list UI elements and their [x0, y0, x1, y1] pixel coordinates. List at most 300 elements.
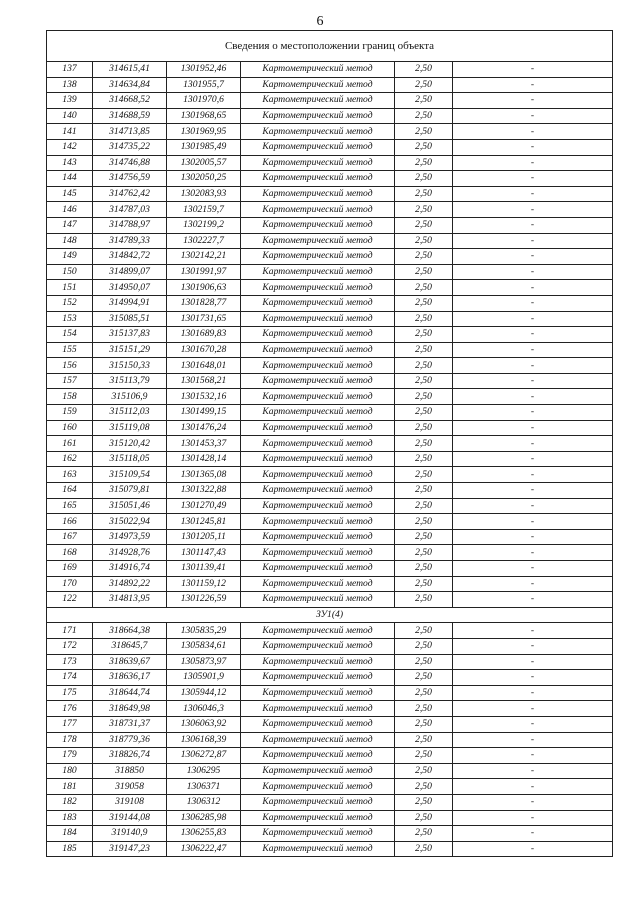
method-cell: Картометрический метод	[241, 841, 395, 857]
x-coordinate-cell: 314668,52	[93, 93, 167, 109]
description-cell: -	[453, 171, 613, 187]
table-row	[47, 373, 613, 389]
table-row	[47, 249, 613, 265]
x-coordinate-cell: 314842,72	[93, 249, 167, 265]
description-cell: -	[453, 358, 613, 374]
accuracy-cell: 2,50	[395, 155, 453, 171]
method-cell: Картометрический метод	[241, 685, 395, 701]
table-row	[47, 826, 613, 842]
method-cell: Картометрический метод	[241, 623, 395, 639]
y-coordinate-cell: 1301828,77	[167, 295, 241, 311]
x-coordinate-cell: 314813,95	[93, 592, 167, 608]
x-coordinate-cell: 318779,36	[93, 732, 167, 748]
x-coordinate-cell: 315022,94	[93, 514, 167, 530]
method-cell: Картометрический метод	[241, 280, 395, 296]
table-row	[47, 467, 613, 483]
table-row	[47, 186, 613, 202]
table-row	[47, 514, 613, 530]
x-coordinate-cell: 319140,9	[93, 826, 167, 842]
y-coordinate-cell: 1301453,37	[167, 436, 241, 452]
point-number-cell: 159	[47, 405, 93, 421]
y-coordinate-cell: 1301670,28	[167, 342, 241, 358]
accuracy-cell: 2,50	[395, 763, 453, 779]
description-cell: -	[453, 623, 613, 639]
table-title-row	[47, 31, 613, 62]
table-row	[47, 155, 613, 171]
table-row	[47, 139, 613, 155]
method-cell: Картометрический метод	[241, 592, 395, 608]
table-row	[47, 779, 613, 795]
method-cell: Картометрический метод	[241, 124, 395, 140]
description-cell: -	[453, 436, 613, 452]
x-coordinate-cell: 315079,81	[93, 483, 167, 499]
accuracy-cell: 2,50	[395, 670, 453, 686]
method-cell: Картометрический метод	[241, 561, 395, 577]
point-number-cell: 175	[47, 685, 93, 701]
method-cell: Картометрический метод	[241, 810, 395, 826]
accuracy-cell: 2,50	[395, 436, 453, 452]
method-cell: Картометрический метод	[241, 108, 395, 124]
description-cell: -	[453, 701, 613, 717]
table-row	[47, 732, 613, 748]
point-number-cell: 184	[47, 826, 93, 842]
description-cell: -	[453, 405, 613, 421]
y-coordinate-cell: 1306255,83	[167, 826, 241, 842]
method-cell: Картометрический метод	[241, 638, 395, 654]
accuracy-cell: 2,50	[395, 514, 453, 530]
point-number-cell: 147	[47, 217, 93, 233]
x-coordinate-cell: 318731,37	[93, 716, 167, 732]
method-cell: Картометрический метод	[241, 748, 395, 764]
point-number-cell: 178	[47, 732, 93, 748]
y-coordinate-cell: 1301499,15	[167, 405, 241, 421]
point-number-cell: 158	[47, 389, 93, 405]
point-number-cell: 151	[47, 280, 93, 296]
table-row	[47, 592, 613, 608]
description-cell: -	[453, 311, 613, 327]
y-coordinate-cell: 1301689,83	[167, 327, 241, 343]
method-cell: Картометрический метод	[241, 171, 395, 187]
method-cell: Картометрический метод	[241, 217, 395, 233]
description-cell: -	[453, 249, 613, 265]
y-coordinate-cell: 1301568,21	[167, 373, 241, 389]
description-cell: -	[453, 716, 613, 732]
x-coordinate-cell: 315150,33	[93, 358, 167, 374]
description-cell: -	[453, 810, 613, 826]
accuracy-cell: 2,50	[395, 311, 453, 327]
accuracy-cell: 2,50	[395, 389, 453, 405]
x-coordinate-cell: 318664,38	[93, 623, 167, 639]
x-coordinate-cell: 319108	[93, 794, 167, 810]
method-cell: Картометрический метод	[241, 93, 395, 109]
y-coordinate-cell: 1301532,16	[167, 389, 241, 405]
description-cell: -	[453, 373, 613, 389]
method-cell: Картометрический метод	[241, 654, 395, 670]
description-cell: -	[453, 576, 613, 592]
y-coordinate-cell: 1301969,95	[167, 124, 241, 140]
accuracy-cell: 2,50	[395, 93, 453, 109]
y-coordinate-cell: 1301205,11	[167, 529, 241, 545]
method-cell: Картометрический метод	[241, 545, 395, 561]
table-row	[47, 108, 613, 124]
accuracy-cell: 2,50	[395, 342, 453, 358]
point-number-cell: 146	[47, 202, 93, 218]
page-number: 6	[316, 14, 324, 29]
accuracy-cell: 2,50	[395, 124, 453, 140]
accuracy-cell: 2,50	[395, 217, 453, 233]
description-cell: -	[453, 748, 613, 764]
y-coordinate-cell: 1302199,2	[167, 217, 241, 233]
table-row	[47, 701, 613, 717]
description-cell: -	[453, 561, 613, 577]
table-row	[47, 716, 613, 732]
method-cell: Картометрический метод	[241, 498, 395, 514]
table-row	[47, 498, 613, 514]
point-number-cell: 154	[47, 327, 93, 343]
point-number-cell: 167	[47, 529, 93, 545]
x-coordinate-cell: 315151,29	[93, 342, 167, 358]
description-cell: -	[453, 841, 613, 857]
description-cell: -	[453, 498, 613, 514]
table-row	[47, 93, 613, 109]
y-coordinate-cell: 1305944,12	[167, 685, 241, 701]
accuracy-cell: 2,50	[395, 638, 453, 654]
accuracy-cell: 2,50	[395, 779, 453, 795]
x-coordinate-cell: 319058	[93, 779, 167, 795]
method-cell: Картометрический метод	[241, 311, 395, 327]
x-coordinate-cell: 314950,07	[93, 280, 167, 296]
method-cell: Картометрический метод	[241, 794, 395, 810]
accuracy-cell: 2,50	[395, 529, 453, 545]
description-cell: -	[453, 529, 613, 545]
y-coordinate-cell: 1306046,3	[167, 701, 241, 717]
accuracy-cell: 2,50	[395, 358, 453, 374]
point-number-cell: 152	[47, 295, 93, 311]
table-row	[47, 420, 613, 436]
point-number-cell: 180	[47, 763, 93, 779]
description-cell: -	[453, 467, 613, 483]
x-coordinate-cell: 314788,97	[93, 217, 167, 233]
method-cell: Картометрический метод	[241, 483, 395, 499]
accuracy-cell: 2,50	[395, 139, 453, 155]
y-coordinate-cell: 1301365,08	[167, 467, 241, 483]
table-row	[47, 638, 613, 654]
y-coordinate-cell: 1301245,81	[167, 514, 241, 530]
point-number-cell: 182	[47, 794, 93, 810]
accuracy-cell: 2,50	[395, 685, 453, 701]
description-cell: -	[453, 155, 613, 171]
table-row	[47, 576, 613, 592]
method-cell: Картометрический метод	[241, 716, 395, 732]
point-number-cell: 143	[47, 155, 93, 171]
y-coordinate-cell: 1301226,59	[167, 592, 241, 608]
point-number-cell: 162	[47, 451, 93, 467]
y-coordinate-cell: 1301985,49	[167, 139, 241, 155]
table-row	[47, 529, 613, 545]
accuracy-cell: 2,50	[395, 295, 453, 311]
table-row	[47, 436, 613, 452]
point-number-cell: 161	[47, 436, 93, 452]
x-coordinate-cell: 314735,22	[93, 139, 167, 155]
accuracy-cell: 2,50	[395, 748, 453, 764]
accuracy-cell: 2,50	[395, 420, 453, 436]
table-row	[47, 171, 613, 187]
y-coordinate-cell: 1305873,97	[167, 654, 241, 670]
method-cell: Картометрический метод	[241, 763, 395, 779]
accuracy-cell: 2,50	[395, 654, 453, 670]
point-number-cell: 137	[47, 62, 93, 78]
table-row	[47, 483, 613, 499]
point-number-cell: 171	[47, 623, 93, 639]
point-number-cell: 163	[47, 467, 93, 483]
method-cell: Картометрический метод	[241, 77, 395, 93]
description-cell: -	[453, 295, 613, 311]
method-cell: Картометрический метод	[241, 701, 395, 717]
table-row	[47, 124, 613, 140]
y-coordinate-cell: 1306285,98	[167, 810, 241, 826]
method-cell: Картометрический метод	[241, 389, 395, 405]
y-coordinate-cell: 1301147,43	[167, 545, 241, 561]
method-cell: Картометрический метод	[241, 670, 395, 686]
method-cell: Картометрический метод	[241, 249, 395, 265]
table-row	[47, 654, 613, 670]
accuracy-cell: 2,50	[395, 732, 453, 748]
description-cell: -	[453, 794, 613, 810]
table-row	[47, 794, 613, 810]
y-coordinate-cell: 1305901,9	[167, 670, 241, 686]
point-number-cell: 181	[47, 779, 93, 795]
y-coordinate-cell: 1301159,12	[167, 576, 241, 592]
table-row	[47, 451, 613, 467]
description-cell: -	[453, 124, 613, 140]
method-cell: Картометрический метод	[241, 420, 395, 436]
x-coordinate-cell: 318645,7	[93, 638, 167, 654]
x-coordinate-cell: 314762,42	[93, 186, 167, 202]
accuracy-cell: 2,50	[395, 373, 453, 389]
accuracy-cell: 2,50	[395, 405, 453, 421]
table-row	[47, 295, 613, 311]
point-number-cell: 138	[47, 77, 93, 93]
description-cell: -	[453, 670, 613, 686]
method-cell: Картометрический метод	[241, 732, 395, 748]
y-coordinate-cell: 1301970,6	[167, 93, 241, 109]
accuracy-cell: 2,50	[395, 451, 453, 467]
y-coordinate-cell: 1306312	[167, 794, 241, 810]
point-number-cell: 174	[47, 670, 93, 686]
point-number-cell: 177	[47, 716, 93, 732]
method-cell: Картометрический метод	[241, 202, 395, 218]
point-number-cell: 140	[47, 108, 93, 124]
x-coordinate-cell: 315106,9	[93, 389, 167, 405]
accuracy-cell: 2,50	[395, 483, 453, 499]
x-coordinate-cell: 314892,22	[93, 576, 167, 592]
table-row	[47, 685, 613, 701]
x-coordinate-cell: 314713,85	[93, 124, 167, 140]
x-coordinate-cell: 314688,59	[93, 108, 167, 124]
x-coordinate-cell: 318636,17	[93, 670, 167, 686]
table-row	[47, 264, 613, 280]
table-row	[47, 748, 613, 764]
description-cell: -	[453, 108, 613, 124]
description-cell: -	[453, 654, 613, 670]
description-cell: -	[453, 389, 613, 405]
y-coordinate-cell: 1301476,24	[167, 420, 241, 436]
table-row	[47, 670, 613, 686]
y-coordinate-cell: 1302159,7	[167, 202, 241, 218]
x-coordinate-cell: 315118,05	[93, 451, 167, 467]
point-number-cell: 183	[47, 810, 93, 826]
description-cell: -	[453, 342, 613, 358]
description-cell: -	[453, 93, 613, 109]
accuracy-cell: 2,50	[395, 561, 453, 577]
point-number-cell: 168	[47, 545, 93, 561]
y-coordinate-cell: 1301322,88	[167, 483, 241, 499]
x-coordinate-cell: 315051,46	[93, 498, 167, 514]
x-coordinate-cell: 315085,51	[93, 311, 167, 327]
description-cell: -	[453, 451, 613, 467]
method-cell: Картометрический метод	[241, 529, 395, 545]
section-row	[47, 607, 613, 623]
y-coordinate-cell: 1301952,46	[167, 62, 241, 78]
method-cell: Картометрический метод	[241, 467, 395, 483]
y-coordinate-cell: 1306063,92	[167, 716, 241, 732]
accuracy-cell: 2,50	[395, 249, 453, 265]
y-coordinate-cell: 1306295	[167, 763, 241, 779]
table-title: Сведения о местоположении границ объекта	[47, 31, 613, 62]
point-number-cell: 122	[47, 592, 93, 608]
y-coordinate-cell: 1306222,47	[167, 841, 241, 857]
point-number-cell: 173	[47, 654, 93, 670]
table-row	[47, 841, 613, 857]
y-coordinate-cell: 1301428,14	[167, 451, 241, 467]
boundary-coordinates-table	[46, 30, 613, 857]
x-coordinate-cell: 315119,08	[93, 420, 167, 436]
section-label: ЗУ1(4)	[47, 607, 613, 623]
x-coordinate-cell: 315112,03	[93, 405, 167, 421]
method-cell: Картометрический метод	[241, 405, 395, 421]
point-number-cell: 145	[47, 186, 93, 202]
point-number-cell: 155	[47, 342, 93, 358]
table-row	[47, 233, 613, 249]
method-cell: Картометрический метод	[241, 155, 395, 171]
description-cell: -	[453, 763, 613, 779]
y-coordinate-cell: 1305834,61	[167, 638, 241, 654]
method-cell: Картометрический метод	[241, 373, 395, 389]
description-cell: -	[453, 202, 613, 218]
x-coordinate-cell: 315109,54	[93, 467, 167, 483]
accuracy-cell: 2,50	[395, 810, 453, 826]
point-number-cell: 176	[47, 701, 93, 717]
description-cell: -	[453, 545, 613, 561]
y-coordinate-cell: 1302050,25	[167, 171, 241, 187]
x-coordinate-cell: 319144,08	[93, 810, 167, 826]
table-row	[47, 810, 613, 826]
description-cell: -	[453, 826, 613, 842]
point-number-cell: 141	[47, 124, 93, 140]
x-coordinate-cell: 314756,59	[93, 171, 167, 187]
x-coordinate-cell: 314789,33	[93, 233, 167, 249]
y-coordinate-cell: 1302227,7	[167, 233, 241, 249]
y-coordinate-cell: 1306168,39	[167, 732, 241, 748]
accuracy-cell: 2,50	[395, 716, 453, 732]
x-coordinate-cell: 315113,79	[93, 373, 167, 389]
y-coordinate-cell: 1306272,87	[167, 748, 241, 764]
description-cell: -	[453, 62, 613, 78]
description-cell: -	[453, 638, 613, 654]
point-number-cell: 179	[47, 748, 93, 764]
method-cell: Картометрический метод	[241, 327, 395, 343]
accuracy-cell: 2,50	[395, 264, 453, 280]
point-number-cell: 172	[47, 638, 93, 654]
method-cell: Картометрический метод	[241, 295, 395, 311]
table-row	[47, 623, 613, 639]
method-cell: Картометрический метод	[241, 186, 395, 202]
description-cell: -	[453, 186, 613, 202]
table-row	[47, 389, 613, 405]
accuracy-cell: 2,50	[395, 327, 453, 343]
point-number-cell: 153	[47, 311, 93, 327]
method-cell: Картометрический метод	[241, 451, 395, 467]
table-row	[47, 327, 613, 343]
method-cell: Картометрический метод	[241, 233, 395, 249]
description-cell: -	[453, 327, 613, 343]
y-coordinate-cell: 1302005,57	[167, 155, 241, 171]
x-coordinate-cell: 314994,91	[93, 295, 167, 311]
y-coordinate-cell: 1305835,29	[167, 623, 241, 639]
accuracy-cell: 2,50	[395, 498, 453, 514]
accuracy-cell: 2,50	[395, 62, 453, 78]
x-coordinate-cell: 314899,07	[93, 264, 167, 280]
y-coordinate-cell: 1306371	[167, 779, 241, 795]
table-row	[47, 62, 613, 78]
method-cell: Картометрический метод	[241, 436, 395, 452]
point-number-cell: 166	[47, 514, 93, 530]
x-coordinate-cell: 314615,41	[93, 62, 167, 78]
table-row	[47, 77, 613, 93]
point-number-cell: 157	[47, 373, 93, 389]
x-coordinate-cell: 314916,74	[93, 561, 167, 577]
table-row	[47, 217, 613, 233]
accuracy-cell: 2,50	[395, 592, 453, 608]
method-cell: Картометрический метод	[241, 342, 395, 358]
description-cell: -	[453, 483, 613, 499]
description-cell: -	[453, 592, 613, 608]
method-cell: Картометрический метод	[241, 576, 395, 592]
accuracy-cell: 2,50	[395, 108, 453, 124]
accuracy-cell: 2,50	[395, 171, 453, 187]
accuracy-cell: 2,50	[395, 77, 453, 93]
description-cell: -	[453, 233, 613, 249]
y-coordinate-cell: 1301968,65	[167, 108, 241, 124]
table-row	[47, 311, 613, 327]
point-number-cell: 156	[47, 358, 93, 374]
description-cell: -	[453, 77, 613, 93]
description-cell: -	[453, 420, 613, 436]
y-coordinate-cell: 1301648,01	[167, 358, 241, 374]
method-cell: Картометрический метод	[241, 779, 395, 795]
point-number-cell: 164	[47, 483, 93, 499]
x-coordinate-cell: 314973,59	[93, 529, 167, 545]
method-cell: Картометрический метод	[241, 62, 395, 78]
point-number-cell: 142	[47, 139, 93, 155]
accuracy-cell: 2,50	[395, 576, 453, 592]
table-row	[47, 280, 613, 296]
table-row	[47, 561, 613, 577]
x-coordinate-cell: 318639,67	[93, 654, 167, 670]
x-coordinate-cell: 319147,23	[93, 841, 167, 857]
point-number-cell: 160	[47, 420, 93, 436]
y-coordinate-cell: 1302083,93	[167, 186, 241, 202]
